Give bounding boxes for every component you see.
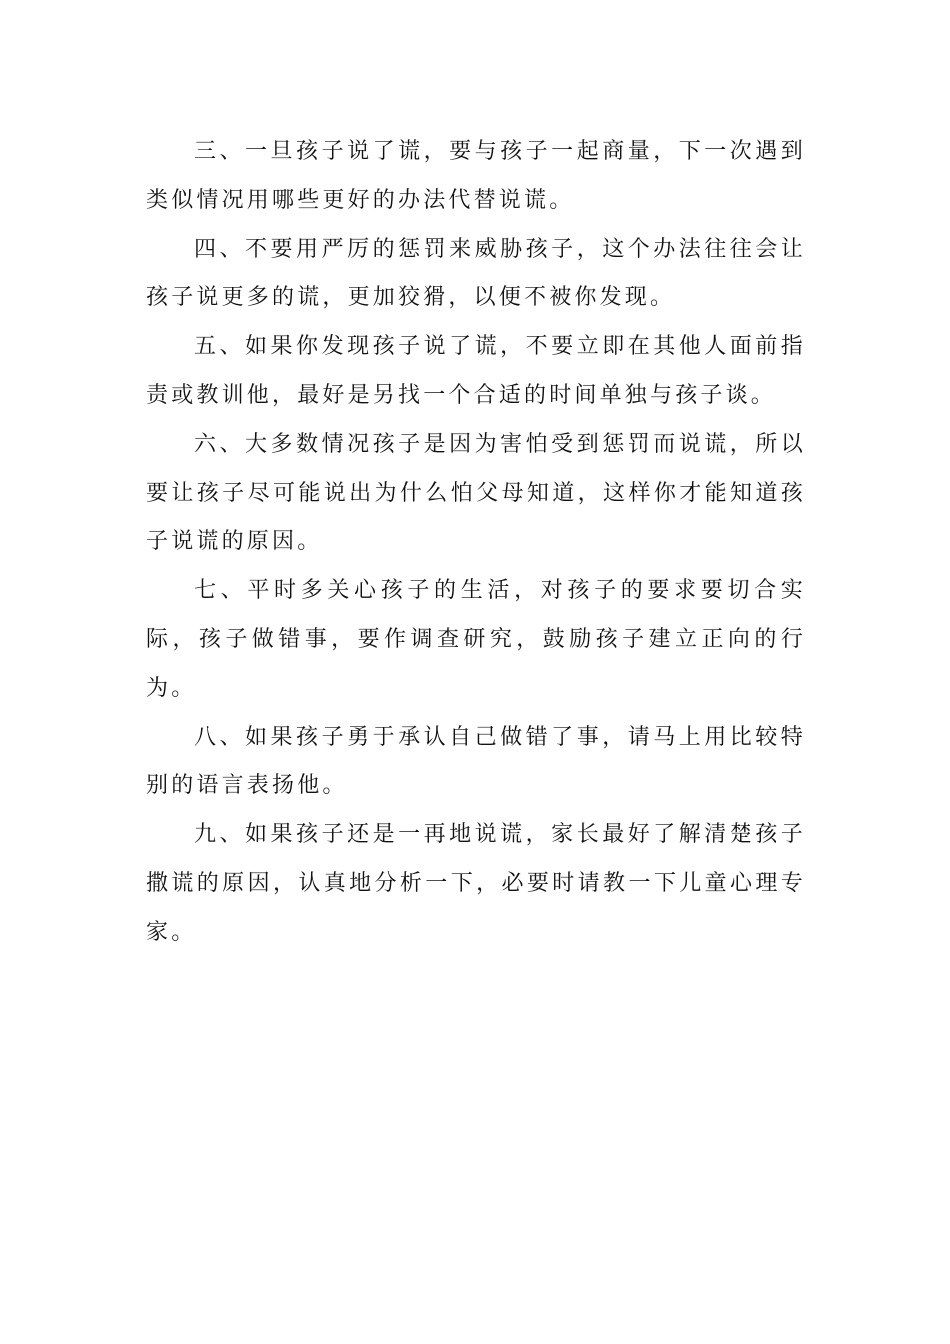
paragraph-3: 三、一旦孩子说了谎，要与孩子一起商量，下一次遇到类似情况用哪些更好的办法代替说谎。 (146, 139, 806, 213)
paragraph-5: 五、如果你发现孩子说了谎，不要立即在其他人面前指责或教训他，最好是另找一个合适的时间单独与孩子谈。 (146, 334, 806, 408)
paragraph-4: 四、不要用严厉的惩罚来威胁孩子，这个办法往往会让孩子说更多的谎，更加狡猾，以便不被你发现。 (146, 236, 806, 311)
paragraph-9: 九、如果孩子还是一再地说谎，家长最好了解清楚孩子撒谎的原因，认真地分析一下，必要时请教一下儿童心理专家。 (146, 822, 806, 945)
document-body (146, 128, 806, 958)
paragraph-8: 八、如果孩子勇于承认自己做错了事，请马上用比较特别的语言表扬他。 (146, 724, 806, 799)
paragraph-6: 六、大多数情况孩子是因为害怕受到惩罚而说谎，所以要让孩子尽可能说出为什么怕父母知道，这样你才能知道孩子说谎的原因。 (146, 431, 806, 555)
paragraph-7: 七、平时多关心孩子的生活，对孩子的要求要切合实际，孩子做错事，要作调查研究，鼓励孩子建立正向的行为。 (146, 578, 806, 701)
